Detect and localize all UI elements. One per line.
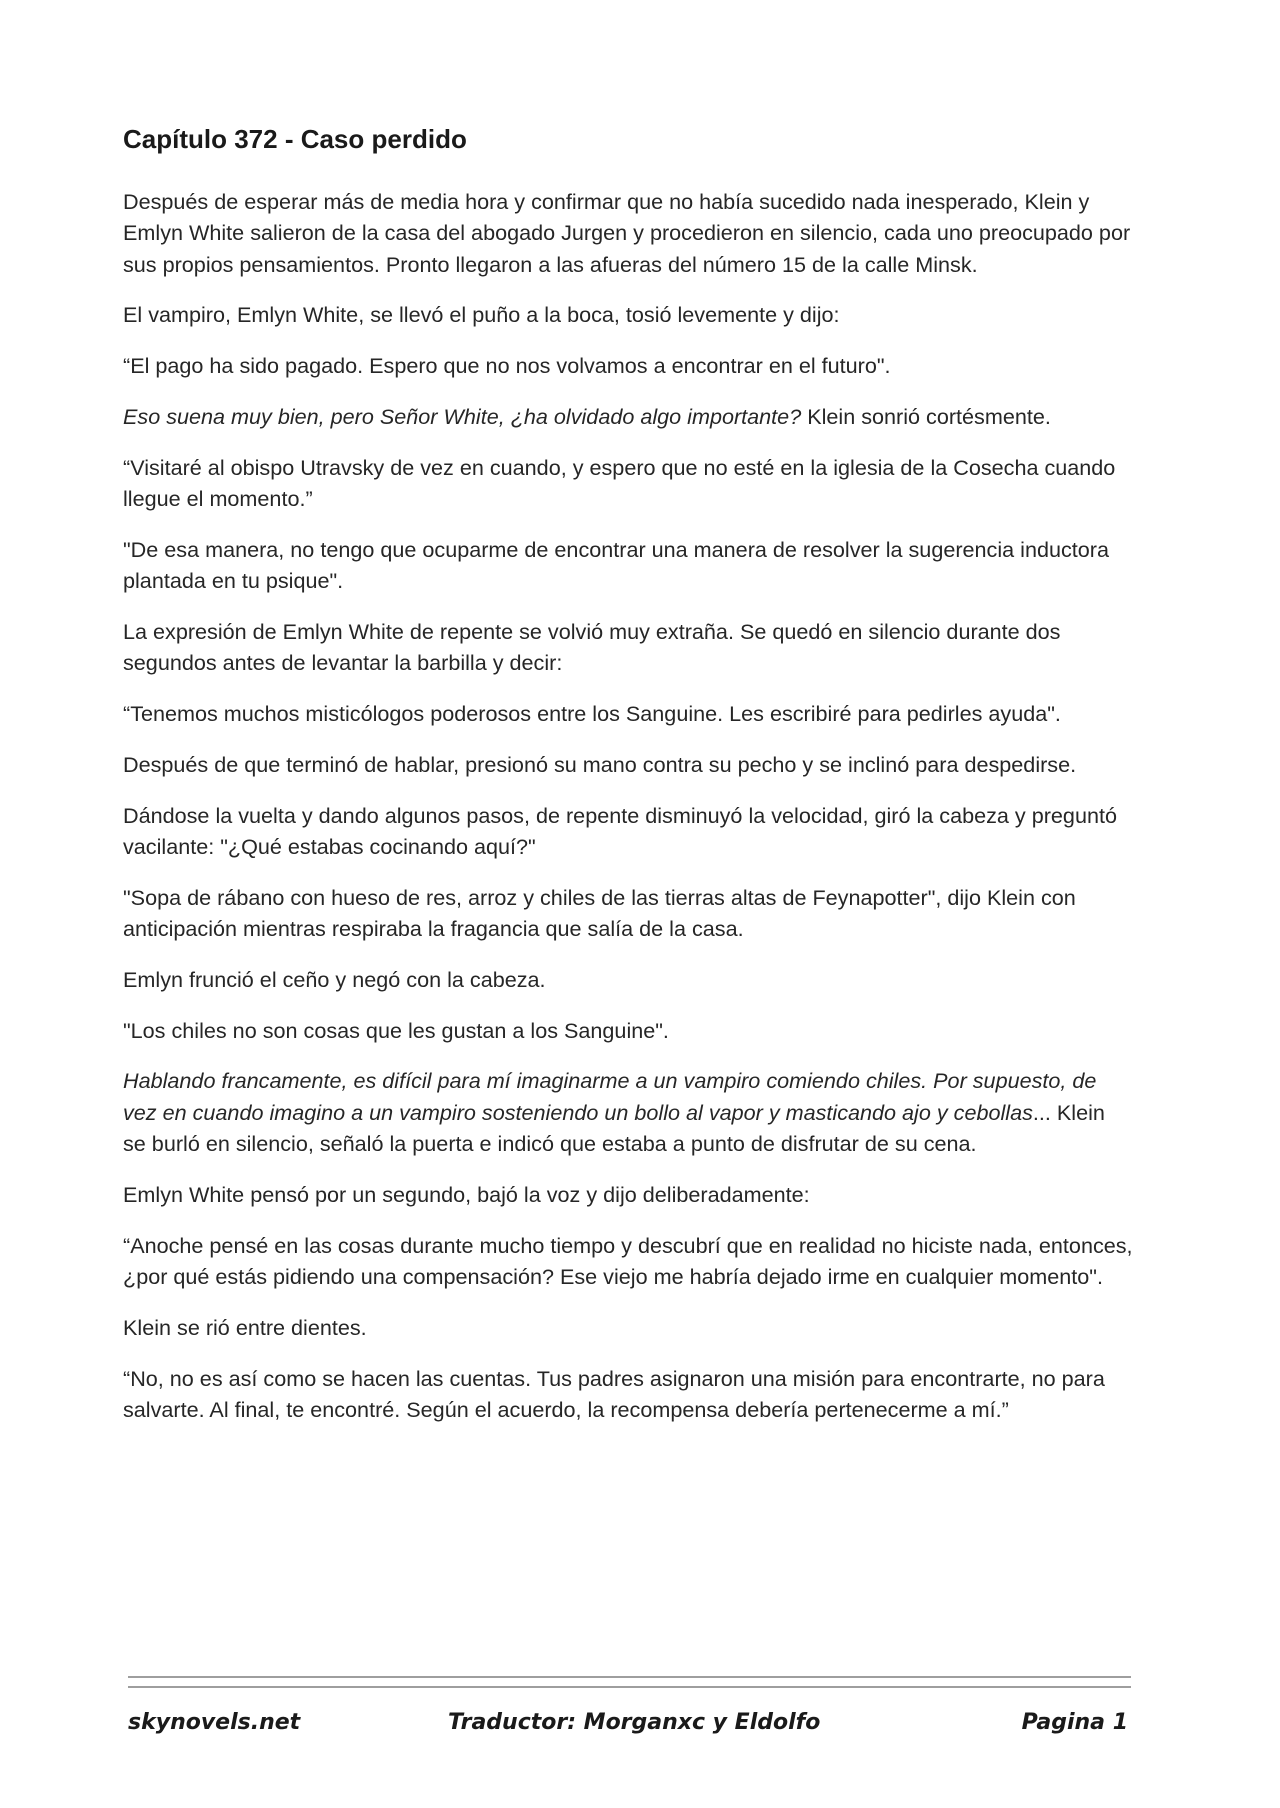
text-run: Después de esperar más de media hora y confirmar que no había sucedido nada inesperado, Klein y Emlyn White salieron de la casa del abogado Jurgen y procedieron en silencio, cada uno preocupado por sus propios pensamientos. Pronto llegaron a las afueras del número 15 de la calle Minsk. — [123, 189, 1131, 277]
paragraph — [123, 800, 1133, 863]
paragraph — [123, 452, 1133, 515]
page-footer — [128, 1710, 1128, 1746]
paragraph — [123, 749, 1133, 780]
paragraph — [123, 1179, 1133, 1210]
paragraph — [123, 1015, 1133, 1046]
text-run: "Los chiles no son cosas que les gustan a los Sanguine". — [123, 1017, 669, 1043]
paragraph — [123, 350, 1133, 381]
document-page — [123, 0, 1133, 1808]
footer-site: skynovels.net — [128, 1710, 301, 1735]
text-run: ... Klein se burló en silencio, señaló la puerta e indicó que estaba a punto de disfrutar de su cena. — [123, 1099, 1105, 1157]
paragraph — [123, 698, 1133, 729]
text-run: "Sopa de rábano con hueso de res, arroz y chiles de las tierras altas de Feynapotter", dijo Klein con anticipación mientras respiraba la fragancia que salía de la casa. — [123, 884, 1076, 942]
paragraph — [123, 616, 1133, 679]
text-run: Emlyn White pensó por un segundo, bajó la voz y dijo deliberadamente: — [123, 1181, 810, 1207]
text-run: Dándose la vuelta y dando algunos pasos, de repente disminuyó la velocidad, giró la cabeza y preguntó vacilante: "¿Qué estabas cocinando aquí?" — [123, 802, 1117, 859]
footer-divider-bottom — [128, 1686, 1131, 1688]
text-run: “No, no es así como se hacen las cuentas. Tus padres asignaron una misión para encontrarte, no para salvarte. Al final, te encontré. Según el acuerdo, la recompensa debería pertenecerme a mí.” — [123, 1365, 1105, 1422]
paragraph — [123, 401, 1133, 432]
paragraph — [123, 534, 1133, 597]
text-run: “Visitaré al obispo Utravsky de vez en cuando, y espero que no esté en la iglesia de la Cosecha cuando llegue el momento.” — [123, 454, 1116, 512]
paragraph — [123, 1230, 1133, 1293]
text-run: Klein se rió entre dientes. — [123, 1314, 367, 1340]
paragraph — [123, 1312, 1133, 1343]
text-run: “Tenemos muchos misticólogos poderosos entre los Sanguine. Les escribiré para pedirles ayuda". — [123, 701, 1061, 727]
footer-page-number: Pagina 1 — [1021, 1710, 1128, 1735]
text-run: "De esa manera, no tengo que ocuparme de encontrar una manera de resolver la sugerencia inductora plantada en tu psique". — [123, 536, 1109, 594]
text-run: “El pago ha sido pagado. Espero que no nos volvamos a encontrar en el futuro". — [123, 353, 891, 379]
italic-text-run: Hablando francamente, es difícil para mí imaginarme a un vampiro comiendo chiles. Por supuesto, de vez en cuando imagino a un vampiro sosteniendo un bollo al vapor y masticando ajo y cebollas — [123, 1068, 1097, 1125]
text-run: Emlyn frunció el ceño y negó con la cabeza. — [123, 966, 546, 992]
paragraph — [123, 186, 1133, 280]
text-run: El vampiro, Emlyn White, se llevó el puño a la boca, tosió levemente y dijo: — [123, 302, 840, 328]
paragraph — [123, 964, 1133, 995]
chapter-title: Capítulo 372 - Caso perdido — [123, 124, 467, 154]
footer-divider-top — [128, 1676, 1131, 1678]
footer-translator: Traductor: Morganxc y Eldolfo — [448, 1710, 821, 1735]
paragraph — [123, 882, 1133, 945]
paragraph — [123, 299, 1133, 330]
paragraph — [123, 1363, 1133, 1426]
text-run: “Anoche pensé en las cosas durante mucho tiempo y descubrí que en realidad no hiciste nada, entonces, ¿por qué estás pidiendo una compensación? Ese viejo me habría dejado irme en cualquier momento". — [123, 1232, 1133, 1289]
chapter-body — [123, 186, 1133, 1445]
text-run: Klein sonrió cortésmente. — [801, 403, 1051, 429]
text-run: Después de que terminó de hablar, presionó su mano contra su pecho y se inclinó para despedirse. — [123, 751, 1077, 777]
text-run: La expresión de Emlyn White de repente se volvió muy extraña. Se quedó en silencio durante dos segundos antes de levantar la barbilla y decir: — [123, 618, 1061, 676]
italic-text-run: Eso suena muy bien, pero Señor White, ¿ha olvidado algo importante? — [123, 403, 802, 429]
paragraph — [123, 1065, 1133, 1159]
